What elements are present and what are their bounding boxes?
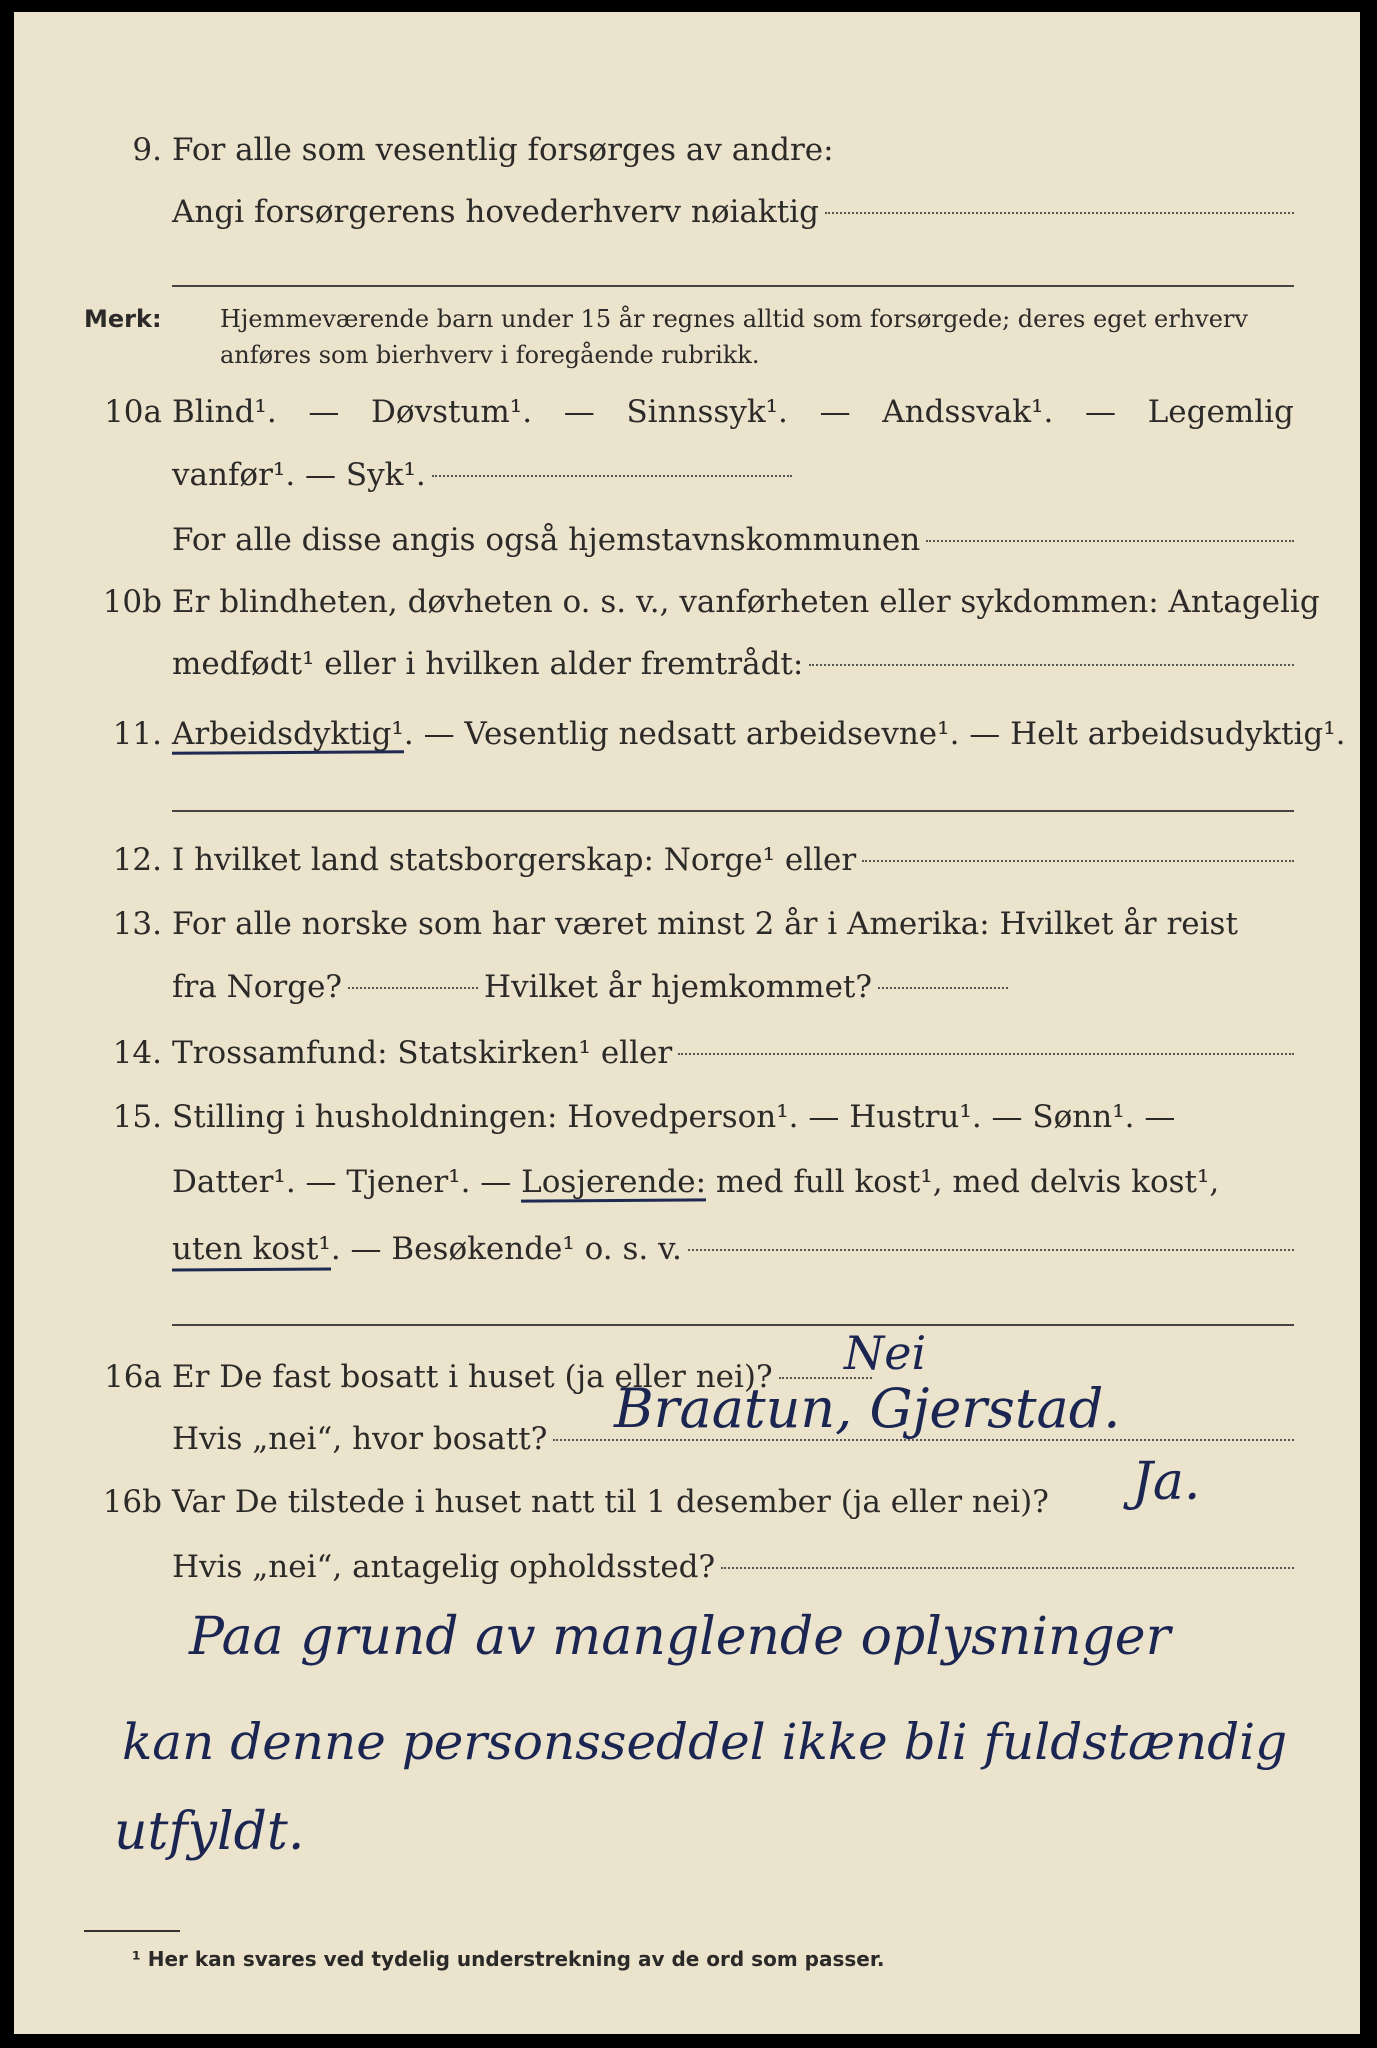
q16b-number: 16b [102,1484,162,1520]
q16b-line2: Hvis „nei“, antagelig opholdssted? [172,1549,716,1585]
q16a-line1: Er De fast bosatt i huset (ja eller nei)? [172,1359,773,1395]
q16b-line1: Var De tilstede i huset natt til 1 desember (ja eller nei)? [172,1484,1049,1520]
q9-number: 9. [132,132,162,168]
q13-line1: For alle norske som har været minst 2 år i Amerika: Hvilket år reist [172,906,1238,942]
q16a-number: 16a [104,1359,162,1395]
q15-line1: Stilling i husholdningen: Hovedperson¹. — Hustru¹. — Sønn¹. — [172,1099,1176,1135]
q15-line2a: Datter¹. — Tjener¹. — [172,1164,512,1200]
merk-line2: anføres som bierhverv i foregående rubrikk. [220,341,760,369]
q13-number: 13. [112,906,162,942]
handwritten-note-line2: kan denne personsseddel ikke bli fuldstændig [122,1713,1288,1771]
q10b-line1: Er blindheten, døvheten o. s. v., vanførheten eller sykdommen: Antagelig [172,584,1320,620]
handwritten-note-line3: utfyldt. [114,1802,305,1862]
q11-number: 11. [112,716,162,752]
option-sinnssyk: Sinnssyk¹. [626,394,788,430]
q12-text: I hvilket land statsborgerskap: Norge¹ eller [172,842,857,878]
separator-rule [172,1324,1294,1326]
answer-dotted-line [678,1053,1294,1055]
answer-dotted-line [862,860,1294,862]
footnote: ¹ Her kan svares ved tydelig understrekning av de ord som passer. [132,1947,885,1971]
q15-underlined-uten-kost: uten kost¹ [172,1231,331,1267]
q9-line1: For alle som vesentlig forsørges av andre: [172,132,834,168]
q16a-handwritten-answer: Nei [844,1326,927,1380]
q15-number: 15. [112,1099,162,1135]
answer-dotted-line [926,540,1294,542]
merk-line1: Hjemmeværende barn under 15 år regnes alltid som forsørgede; deres eget erhverv [220,305,1248,333]
answer-dotted-line [878,987,1008,989]
option-blind: Blind¹. [172,394,277,430]
q16a-handwritten-place: Braatun, Gjerstad. [614,1377,1121,1440]
option-andssvak: Andssvak¹. [882,394,1054,430]
q10b-line2: medfødt¹ eller i hvilken alder fremtrådt: [172,646,804,682]
separator-rule [172,285,1294,287]
answer-dotted-line [432,475,792,477]
q11-underlined-arbeidsdyktig: Arbeidsdyktig¹ [172,716,404,752]
handwritten-note-line1: Paa grund av manglende oplysninger [189,1607,1171,1667]
answer-dotted-line [825,212,1294,214]
answer-dotted-line [809,664,1294,666]
q16a-line2: Hvis „nei“, hvor bosatt? [172,1421,548,1457]
option-dovstum: Døvstum¹. [371,394,533,430]
q12-number: 12. [112,842,162,878]
census-form-page [14,12,1360,2034]
q15-line2b: med full kost¹, med delvis kost¹, [715,1164,1220,1200]
dash: — [308,394,340,430]
q13-line2b: Hvilket år hjemkommet? [484,969,873,1005]
dash: — [819,394,851,430]
option-legemlig: Legemlig [1147,394,1294,430]
q10a-line3: For alle disse angis også hjemstavnskommunen [172,522,921,558]
separator-rule [172,810,1294,812]
dash: — [1085,394,1117,430]
footnote-rule [84,1930,180,1932]
q14-text: Trossamfund: Statskirken¹ eller [172,1035,673,1071]
answer-dotted-line [348,987,478,989]
q10a-options [172,392,1294,432]
q16b-handwritten-answer: Ja. [1132,1452,1201,1512]
answer-dotted-line [688,1249,1294,1251]
q10a-number: 10a [104,394,162,430]
q13-line2a: fra Norge? [172,969,343,1005]
q15-line3b: . — Besøkende¹ o. s. v. [330,1231,682,1267]
merk-label: Merk: [84,305,162,333]
q9-line2: Angi forsørgerens hovederhverv nøiaktig [172,194,819,230]
q11-rest: . — Vesentlig nedsatt arbeidsevne¹. — Helt arbeidsudyktig¹. [403,716,1346,752]
q10b-number: 10b [102,584,162,620]
dash: — [563,394,595,430]
q15-underlined-losjerende: Losjerende: [521,1164,707,1200]
answer-dotted-line [721,1567,1294,1569]
q14-number: 14. [112,1035,162,1071]
q10a-line2: vanfør¹. — Syk¹. [172,457,426,493]
